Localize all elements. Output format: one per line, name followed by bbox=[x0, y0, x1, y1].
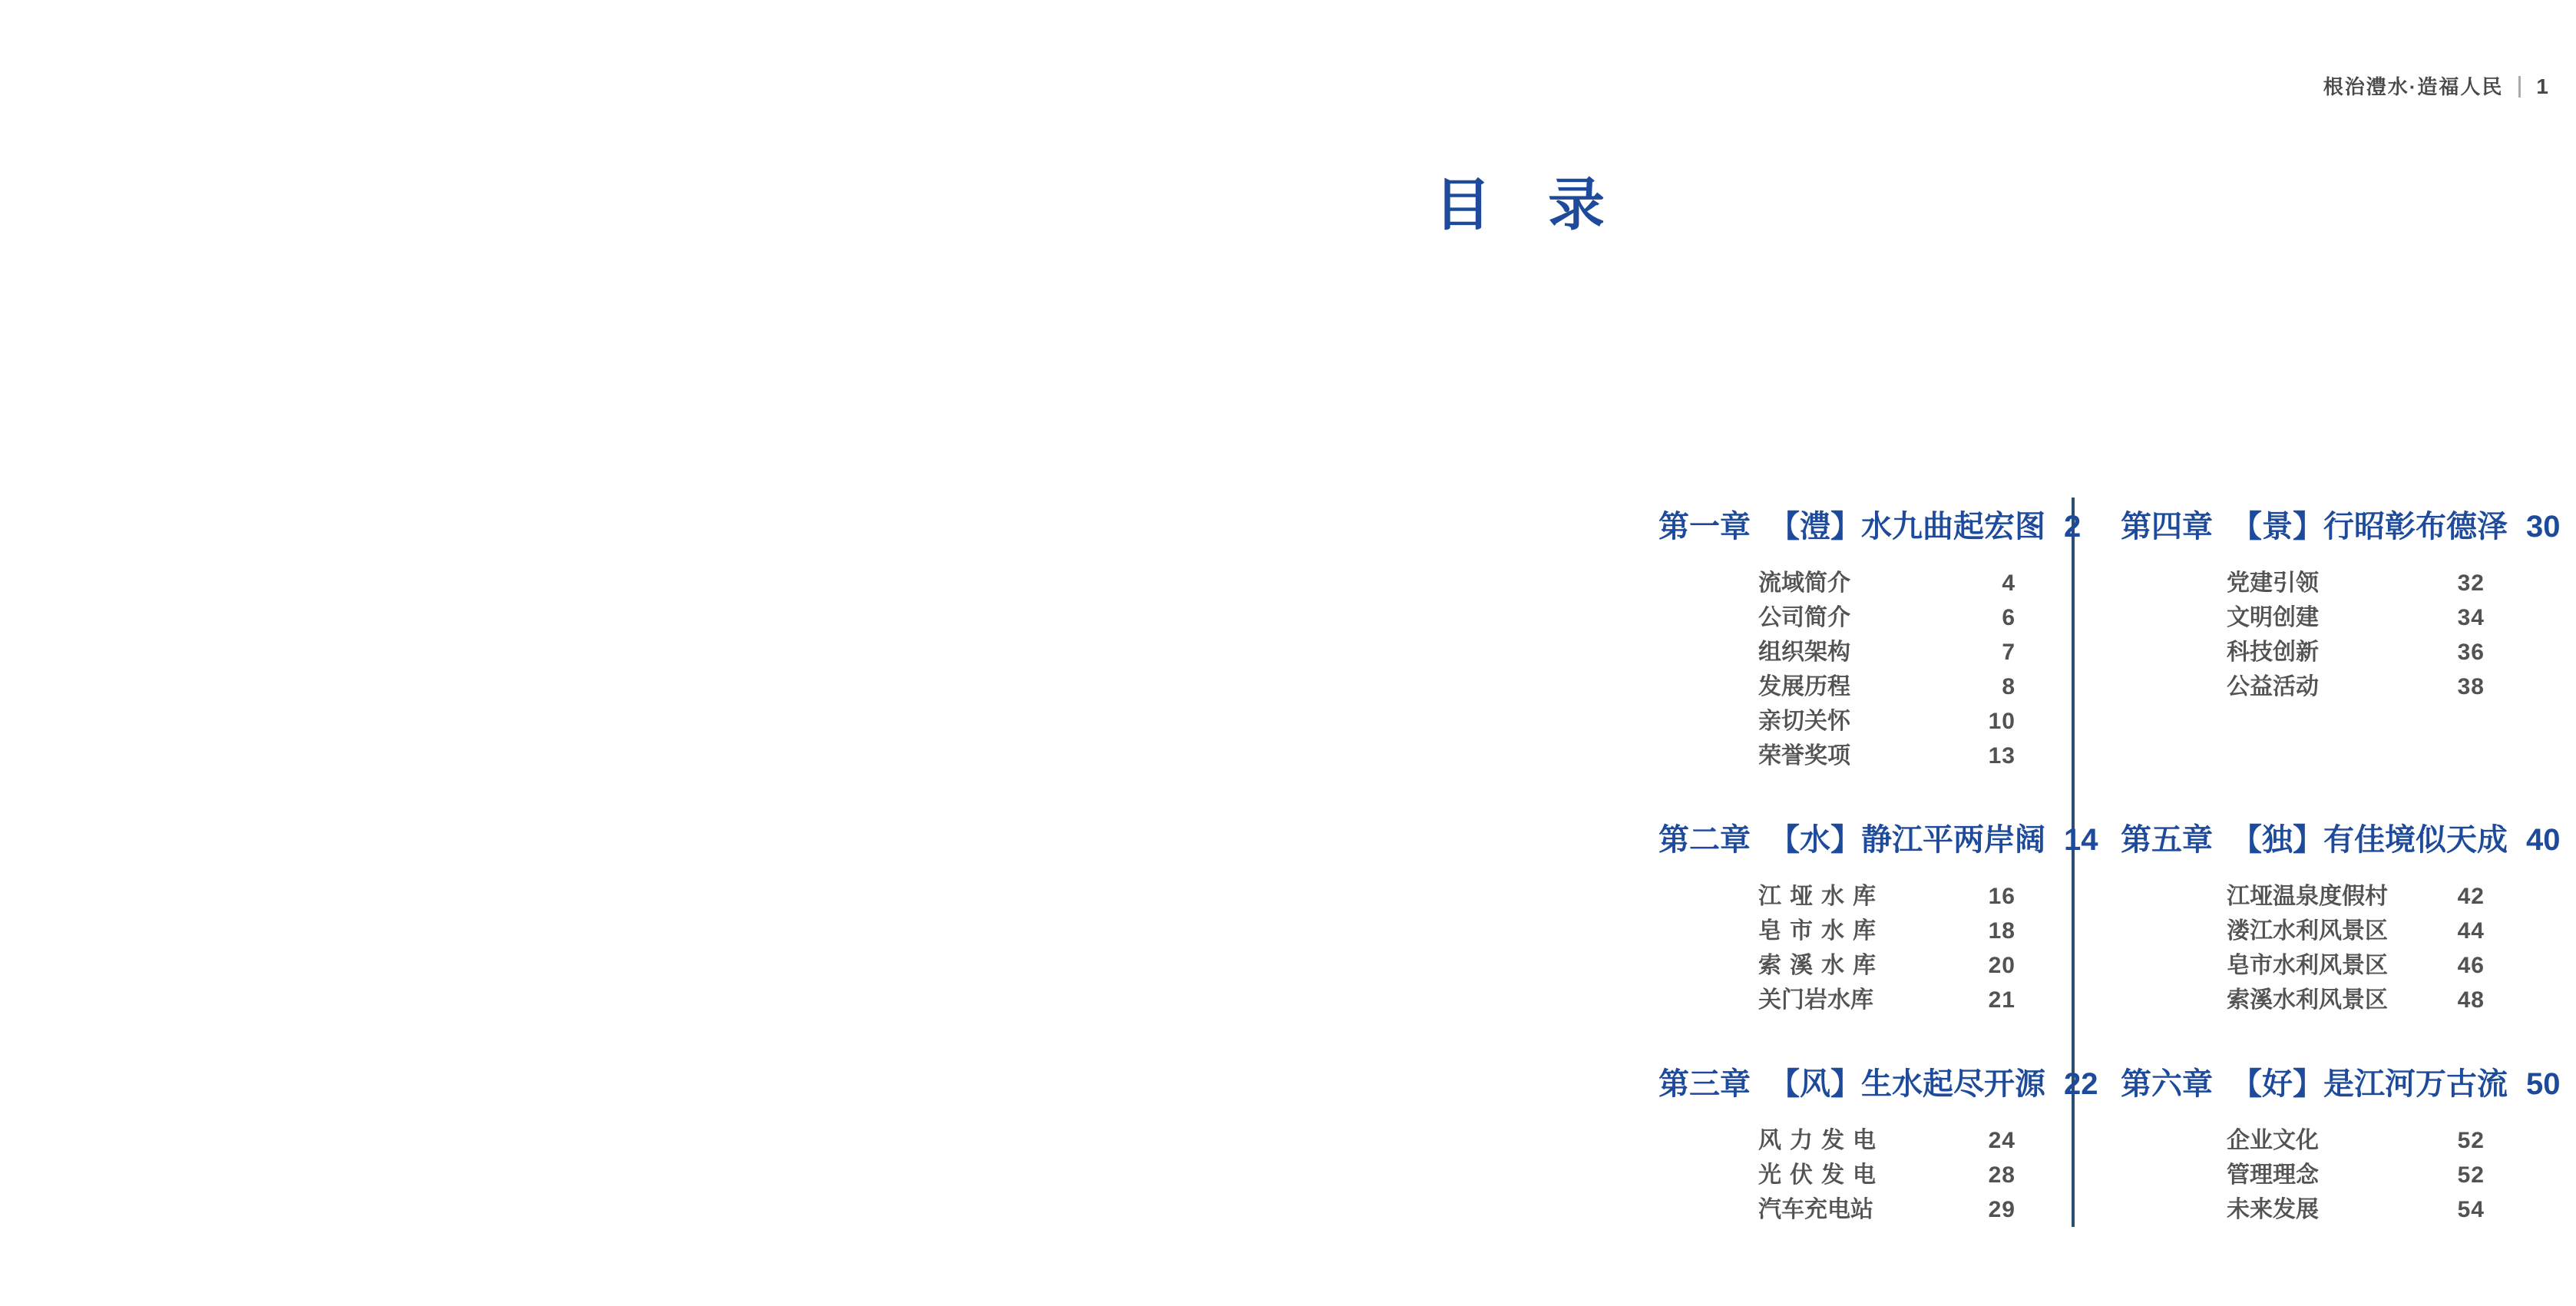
toc-item-title: 荣誉奖项 bbox=[1758, 743, 1850, 769]
chapter-page-number: 2 bbox=[2064, 510, 2082, 544]
toc-item-page-number: 20 bbox=[1988, 953, 2015, 978]
chapter-label: 第四章 bbox=[2121, 510, 2213, 544]
chapter-heading-link[interactable] bbox=[2121, 509, 2561, 544]
toc-item-page-number: 52 bbox=[2457, 1162, 2485, 1188]
toc-item-link[interactable] bbox=[2227, 1192, 2485, 1227]
chapter-page-number: 30 bbox=[2526, 510, 2561, 544]
toc-item-page-number: 18 bbox=[1988, 918, 2015, 944]
toc-item-link[interactable] bbox=[2227, 566, 2485, 600]
page-title: 目 录 bbox=[1434, 173, 1605, 236]
toc-item-link[interactable] bbox=[1758, 670, 2015, 704]
toc-item-link[interactable] bbox=[1758, 1192, 2015, 1227]
toc-item-title: 溇江水利风景区 bbox=[2227, 918, 2388, 944]
toc-item-title: 科技创新 bbox=[2227, 640, 2319, 665]
chapter-page-number: 14 bbox=[2064, 823, 2098, 857]
toc-item-title: 亲切关怀 bbox=[1758, 709, 1850, 734]
toc-item-title: 皂市水库 bbox=[1758, 918, 1884, 944]
toc-item-link[interactable] bbox=[1758, 914, 2015, 948]
chapter-block bbox=[1658, 1066, 2098, 1227]
chapter-title: 【风】生水起尽开源 bbox=[1769, 1067, 2045, 1101]
toc-item-title: 江垭温泉度假村 bbox=[2227, 884, 2388, 909]
toc-item-page-number: 46 bbox=[2457, 953, 2485, 978]
toc-item-page-number: 28 bbox=[1988, 1162, 2015, 1188]
toc-item-link[interactable] bbox=[2227, 983, 2485, 1017]
toc-item-title: 组织架构 bbox=[1758, 640, 1850, 665]
chapter-label: 第六章 bbox=[2121, 1067, 2213, 1101]
toc-item-link[interactable] bbox=[1758, 879, 2015, 914]
header-separator-bar bbox=[2518, 76, 2521, 98]
toc-item-link[interactable] bbox=[2227, 1158, 2485, 1192]
chapter-page-number: 50 bbox=[2526, 1067, 2561, 1101]
toc-item-page-number: 32 bbox=[2457, 570, 2485, 596]
toc-item-link[interactable] bbox=[2227, 1123, 2485, 1158]
chapter-title: 【水】静江平两岸阔 bbox=[1769, 823, 2045, 857]
toc-item-page-number: 13 bbox=[1988, 743, 2015, 769]
chapter-page-number: 22 bbox=[2064, 1067, 2098, 1101]
toc-item-title: 文明创建 bbox=[2227, 605, 2319, 630]
toc-item-link[interactable] bbox=[1758, 948, 2015, 983]
chapter-item-list bbox=[2121, 879, 2485, 1017]
toc-item-title: 索溪水库 bbox=[1758, 953, 1884, 978]
toc-column-left bbox=[1658, 0, 2098, 1306]
toc-item-page-number: 7 bbox=[2002, 640, 2015, 665]
toc-item-page-number: 24 bbox=[1988, 1128, 2015, 1153]
toc-item-link[interactable] bbox=[2227, 914, 2485, 948]
chapter-item-list bbox=[2121, 1123, 2485, 1227]
chapter-heading-link[interactable] bbox=[1658, 822, 2098, 858]
toc-item-page-number: 29 bbox=[1988, 1197, 2015, 1222]
chapter-item-list bbox=[2121, 566, 2485, 704]
toc-item-page-number: 42 bbox=[2457, 884, 2485, 909]
toc-item-page-number: 44 bbox=[2457, 918, 2485, 944]
header-slogan: 根治澧水·造福人民 bbox=[2323, 75, 2504, 98]
toc-item-title: 发展历程 bbox=[1758, 674, 1850, 699]
toc-item-title: 索溪水利风景区 bbox=[2227, 987, 2388, 1013]
chapter-item-list bbox=[1658, 879, 2015, 1017]
chapter-item-list bbox=[1658, 1123, 2015, 1227]
header-page-number: 1 bbox=[2536, 74, 2548, 98]
toc-column-right bbox=[2121, 0, 2561, 1306]
toc-item-title: 风力发电 bbox=[1758, 1128, 1884, 1153]
toc-item-link[interactable] bbox=[1758, 739, 2015, 773]
toc-item-title: 未来发展 bbox=[2227, 1197, 2319, 1222]
chapter-title: 【独】有佳境似天成 bbox=[2231, 823, 2508, 857]
toc-item-title: 江垭水库 bbox=[1758, 884, 1884, 909]
toc-item-link[interactable] bbox=[1758, 1158, 2015, 1192]
chapter-block bbox=[2121, 1066, 2561, 1227]
toc-item-page-number: 38 bbox=[2457, 674, 2485, 699]
toc-item-title: 公益活动 bbox=[2227, 674, 2319, 699]
chapter-label: 第二章 bbox=[1658, 823, 1751, 857]
toc-item-page-number: 36 bbox=[2457, 640, 2485, 665]
toc-item-title: 汽车充电站 bbox=[1758, 1197, 1873, 1222]
toc-item-link[interactable] bbox=[1758, 704, 2015, 739]
toc-item-page-number: 21 bbox=[1988, 987, 2015, 1013]
toc-item-page-number: 54 bbox=[2457, 1197, 2485, 1222]
toc-item-link[interactable] bbox=[2227, 670, 2485, 704]
chapter-item-list bbox=[1658, 566, 2015, 773]
toc-item-page-number: 48 bbox=[2457, 987, 2485, 1013]
toc-item-link[interactable] bbox=[2227, 600, 2485, 635]
toc-item-link[interactable] bbox=[2227, 879, 2485, 914]
toc-item-page-number: 8 bbox=[2002, 674, 2015, 699]
toc-item-page-number: 16 bbox=[1988, 884, 2015, 909]
toc-item-title: 流域简介 bbox=[1758, 570, 1850, 596]
toc-item-link[interactable] bbox=[1758, 600, 2015, 635]
toc-item-title: 党建引领 bbox=[2227, 570, 2319, 596]
toc-item-page-number: 34 bbox=[2457, 605, 2485, 630]
chapter-heading-link[interactable] bbox=[2121, 822, 2561, 858]
toc-item-title: 光伏发电 bbox=[1758, 1162, 1884, 1188]
chapter-block bbox=[2121, 509, 2561, 704]
toc-item-title: 管理理念 bbox=[2227, 1162, 2319, 1188]
chapter-label: 第五章 bbox=[2121, 823, 2213, 857]
chapter-label: 第三章 bbox=[1658, 1067, 1751, 1101]
toc-item-title: 企业文化 bbox=[2227, 1128, 2319, 1153]
chapter-title: 【景】行昭彰布德泽 bbox=[2231, 510, 2508, 544]
chapter-label: 第一章 bbox=[1658, 510, 1751, 544]
chapter-block bbox=[1658, 509, 2082, 773]
toc-item-link[interactable] bbox=[2227, 635, 2485, 670]
toc-item-page-number: 52 bbox=[2457, 1128, 2485, 1153]
toc-item-link[interactable] bbox=[2227, 948, 2485, 983]
chapter-page-number: 40 bbox=[2526, 823, 2561, 857]
toc-item-link[interactable] bbox=[1758, 1123, 2015, 1158]
toc-item-title: 关门岩水库 bbox=[1758, 987, 1873, 1013]
toc-item-title: 公司简介 bbox=[1758, 605, 1850, 630]
chapter-title: 【澧】水九曲起宏图 bbox=[1769, 510, 2045, 544]
column-divider-rule bbox=[2072, 498, 2075, 1227]
toc-item-page-number: 4 bbox=[2002, 570, 2015, 596]
chapter-heading-link[interactable] bbox=[1658, 509, 2082, 544]
chapter-block bbox=[1658, 822, 2098, 1017]
chapter-heading-link[interactable] bbox=[2121, 1066, 2561, 1102]
toc-item-link[interactable] bbox=[1758, 566, 2015, 600]
toc-item-page-number: 6 bbox=[2002, 605, 2015, 630]
toc-item-title: 皂市水利风景区 bbox=[2227, 953, 2388, 978]
toc-item-page-number: 10 bbox=[1988, 709, 2015, 734]
chapter-block bbox=[2121, 822, 2561, 1017]
toc-item-link[interactable] bbox=[1758, 983, 2015, 1017]
chapter-title: 【好】是江河万古流 bbox=[2231, 1067, 2508, 1101]
chapter-heading-link[interactable] bbox=[1658, 1066, 2098, 1102]
toc-item-link[interactable] bbox=[1758, 635, 2015, 670]
